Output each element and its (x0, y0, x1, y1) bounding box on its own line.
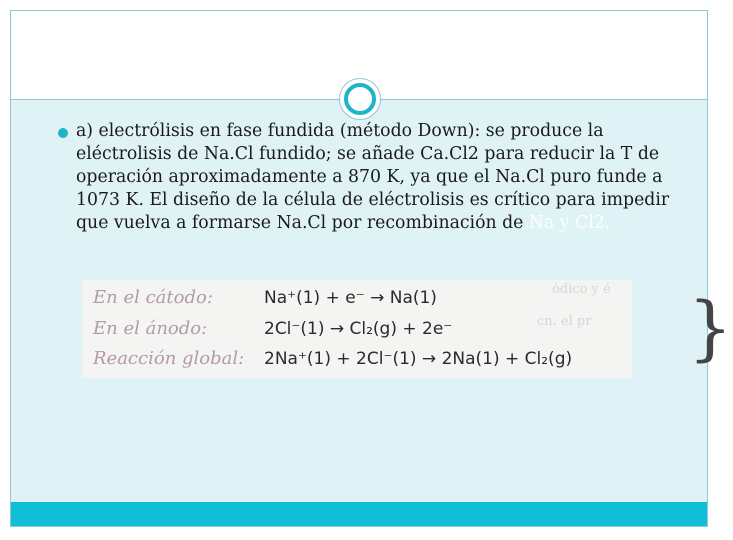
background-scan-text: cn. el pr (537, 314, 592, 329)
circle-icon (344, 83, 376, 115)
equation-label: Reacción global: (93, 348, 245, 369)
background-scan-text: ódico y é (552, 282, 611, 297)
equation-label: En el cátodo: (93, 287, 213, 308)
equation-row-anode (82, 314, 632, 344)
slide-footer-bar (11, 502, 707, 526)
equation-image (82, 280, 733, 378)
bullet-paragraph (56, 120, 672, 235)
equation-label: En el ánodo: (93, 318, 208, 339)
hidden-text: Na y Cl2. (528, 213, 611, 233)
equation-formula: 2Cl⁻(1) → Cl₂(g) + 2e⁻ (264, 319, 453, 339)
equation-formula: 2Na⁺(1) + 2Cl⁻(1) → 2Na(1) + Cl₂(g) (264, 349, 573, 369)
equation-formula: Na⁺(1) + e⁻ → Na(1) (264, 288, 437, 308)
brace-icon: } (688, 287, 733, 369)
paragraph-text: a) electrólisis en fase fundida (método Down): se produce la eléctrolisis de Na.Cl fundido; se añade Ca.Cl2 para reducir la T de operación aproximadamente a 870 K, ya que el Na.Cl puro funde a 1073 K. El diseño de la célula de eléctrolisis es crítico para impedir que vuelva a formarse Na.Cl por recombinación de (76, 121, 670, 233)
equation-row-global (82, 344, 632, 374)
equation-row-cathode (82, 283, 632, 313)
